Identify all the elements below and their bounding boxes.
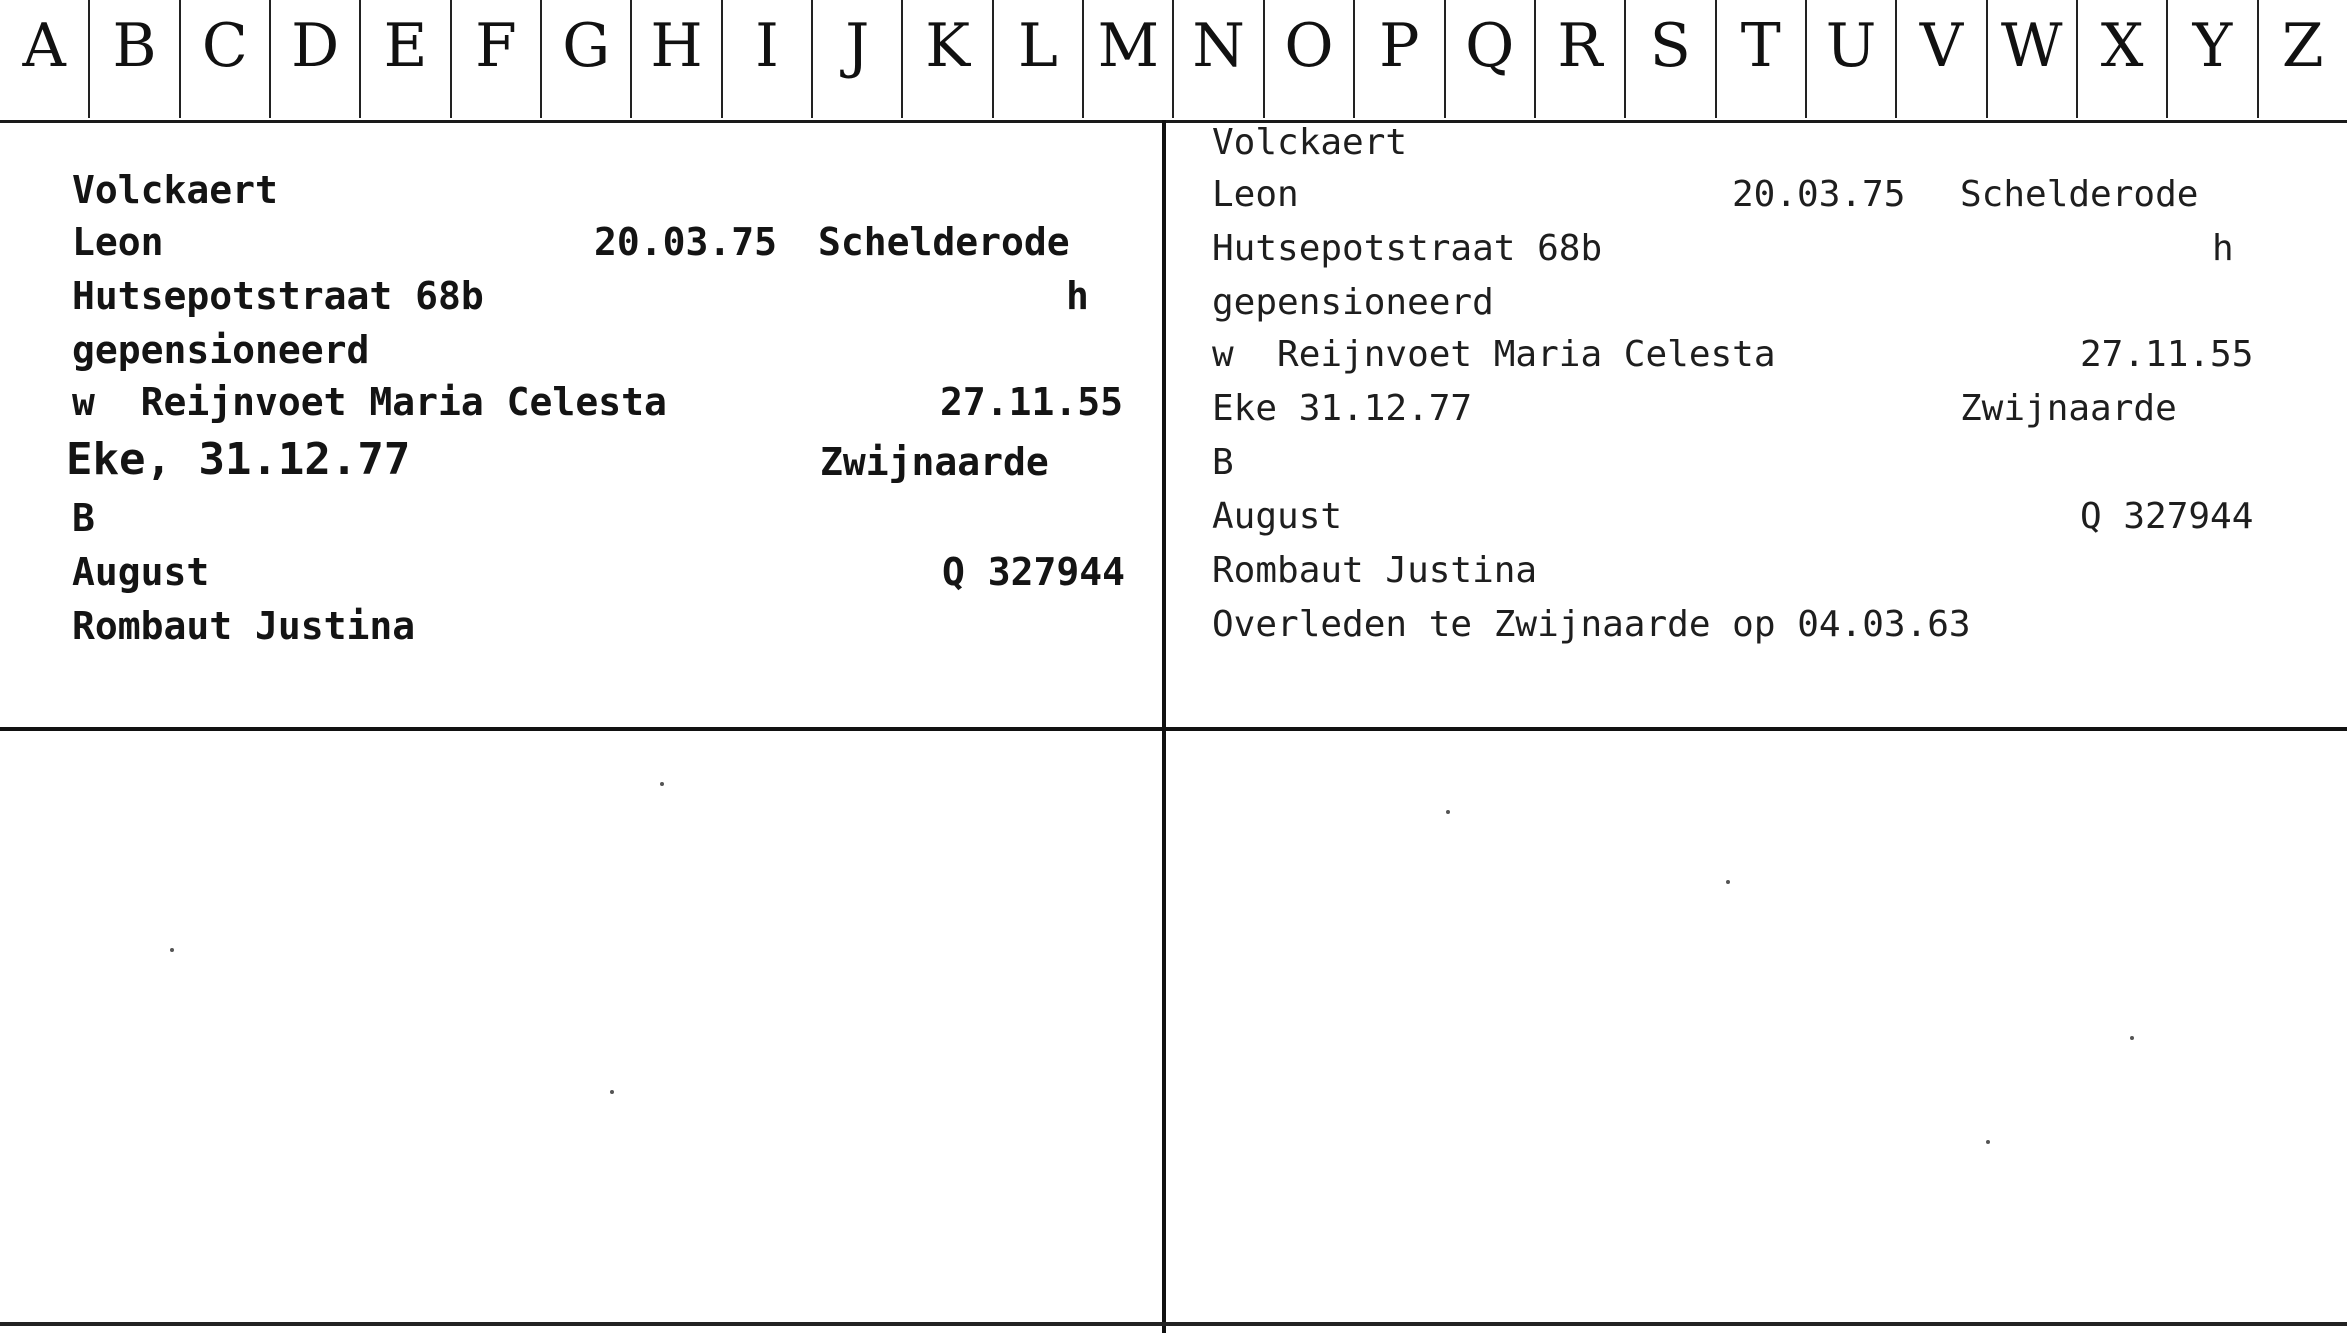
occupation: gepensioneerd (72, 328, 370, 372)
first-name: Leon (72, 220, 164, 264)
father: August (1212, 496, 1343, 537)
alphabet-letter: P (1355, 0, 1445, 118)
surname: Volckaert (72, 168, 278, 212)
scan-speck (1446, 810, 1450, 814)
alphabet-letter: D (271, 0, 361, 118)
occupation: gepensioneerd (1212, 282, 1494, 323)
alphabet-letter: V (1897, 0, 1987, 118)
alphabet-letter: R (1536, 0, 1626, 118)
alphabet-letter: Y (2168, 0, 2258, 118)
alphabet-letter: L (994, 0, 1084, 118)
index-card-left (66, 168, 1142, 688)
mother: Rombaut Justina (72, 604, 416, 648)
id-number: Q 327944 (942, 550, 1126, 594)
birth-date: 20.03.75 (594, 220, 778, 264)
alphabet-letter: M (1084, 0, 1174, 118)
scan-speck (1726, 880, 1730, 884)
alphabet-letter: U (1807, 0, 1897, 118)
card-horizontal-divider (0, 727, 2347, 731)
scan-speck (660, 782, 664, 786)
scan-speck (610, 1090, 614, 1094)
alphabet-letter: W (1988, 0, 2078, 118)
spouse: w Reijnvoet Maria Celesta (1212, 334, 1776, 375)
alphabet-letter: H (632, 0, 722, 118)
marriage-date: 27.11.55 (2080, 334, 2254, 375)
index-card-right (1212, 122, 2322, 702)
marriage-date: 27.11.55 (940, 380, 1124, 424)
address: Hutsepotstraat 68b (72, 274, 484, 318)
scan-speck (170, 948, 174, 952)
alphabet-letter: F (452, 0, 542, 118)
place: Zwijnaarde (1960, 388, 2177, 429)
scan-speck (1986, 1140, 1990, 1144)
alphabet-letter: B (90, 0, 180, 118)
death-note: Overleden te Zwijnaarde op 04.03.63 (1212, 604, 1971, 645)
alphabet-letter: E (361, 0, 451, 118)
alphabet-letter: G (542, 0, 632, 118)
alphabet-letter: X (2078, 0, 2168, 118)
alphabet-letter: K (903, 0, 993, 118)
place-date: Eke, 31.12.77 (66, 434, 411, 485)
birth-place: Schelderode (818, 220, 1070, 264)
alphabet-index (0, 0, 2347, 118)
birth-date: 20.03.75 (1732, 174, 1906, 215)
birth-place: Schelderode (1960, 174, 2199, 215)
first-name: Leon (1212, 174, 1299, 215)
sex: h (2212, 228, 2234, 269)
alphabet-letter: I (723, 0, 813, 118)
alphabet-letter: T (1717, 0, 1807, 118)
scan-speck (2130, 1036, 2134, 1040)
place-date: Eke 31.12.77 (1212, 388, 1473, 429)
nationality: B (1212, 442, 1234, 483)
alphabet-letter: S (1626, 0, 1716, 118)
alphabet-letter: J (813, 0, 903, 118)
id-number: Q 327944 (2080, 496, 2254, 537)
alphabet-letter: Z (2281, 11, 2324, 81)
father: August (72, 550, 210, 594)
nationality: B (72, 496, 95, 540)
place: Zwijnaarde (820, 440, 1049, 484)
card-bottom-rule (0, 1322, 2347, 1326)
alphabet-letter: Q (1446, 0, 1536, 118)
spouse: w Reijnvoet Maria Celesta (72, 380, 667, 424)
address: Hutsepotstraat 68b (1212, 228, 1603, 269)
alphabet-letter: C (181, 0, 271, 118)
surname: Volckaert (1212, 122, 1408, 163)
mother: Rombaut Justina (1212, 550, 1538, 591)
alphabet-letter: N (1174, 0, 1264, 118)
sex: h (1066, 274, 1089, 318)
alphabet-letter: O (1265, 0, 1355, 118)
alphabet-letter: A (0, 0, 90, 118)
